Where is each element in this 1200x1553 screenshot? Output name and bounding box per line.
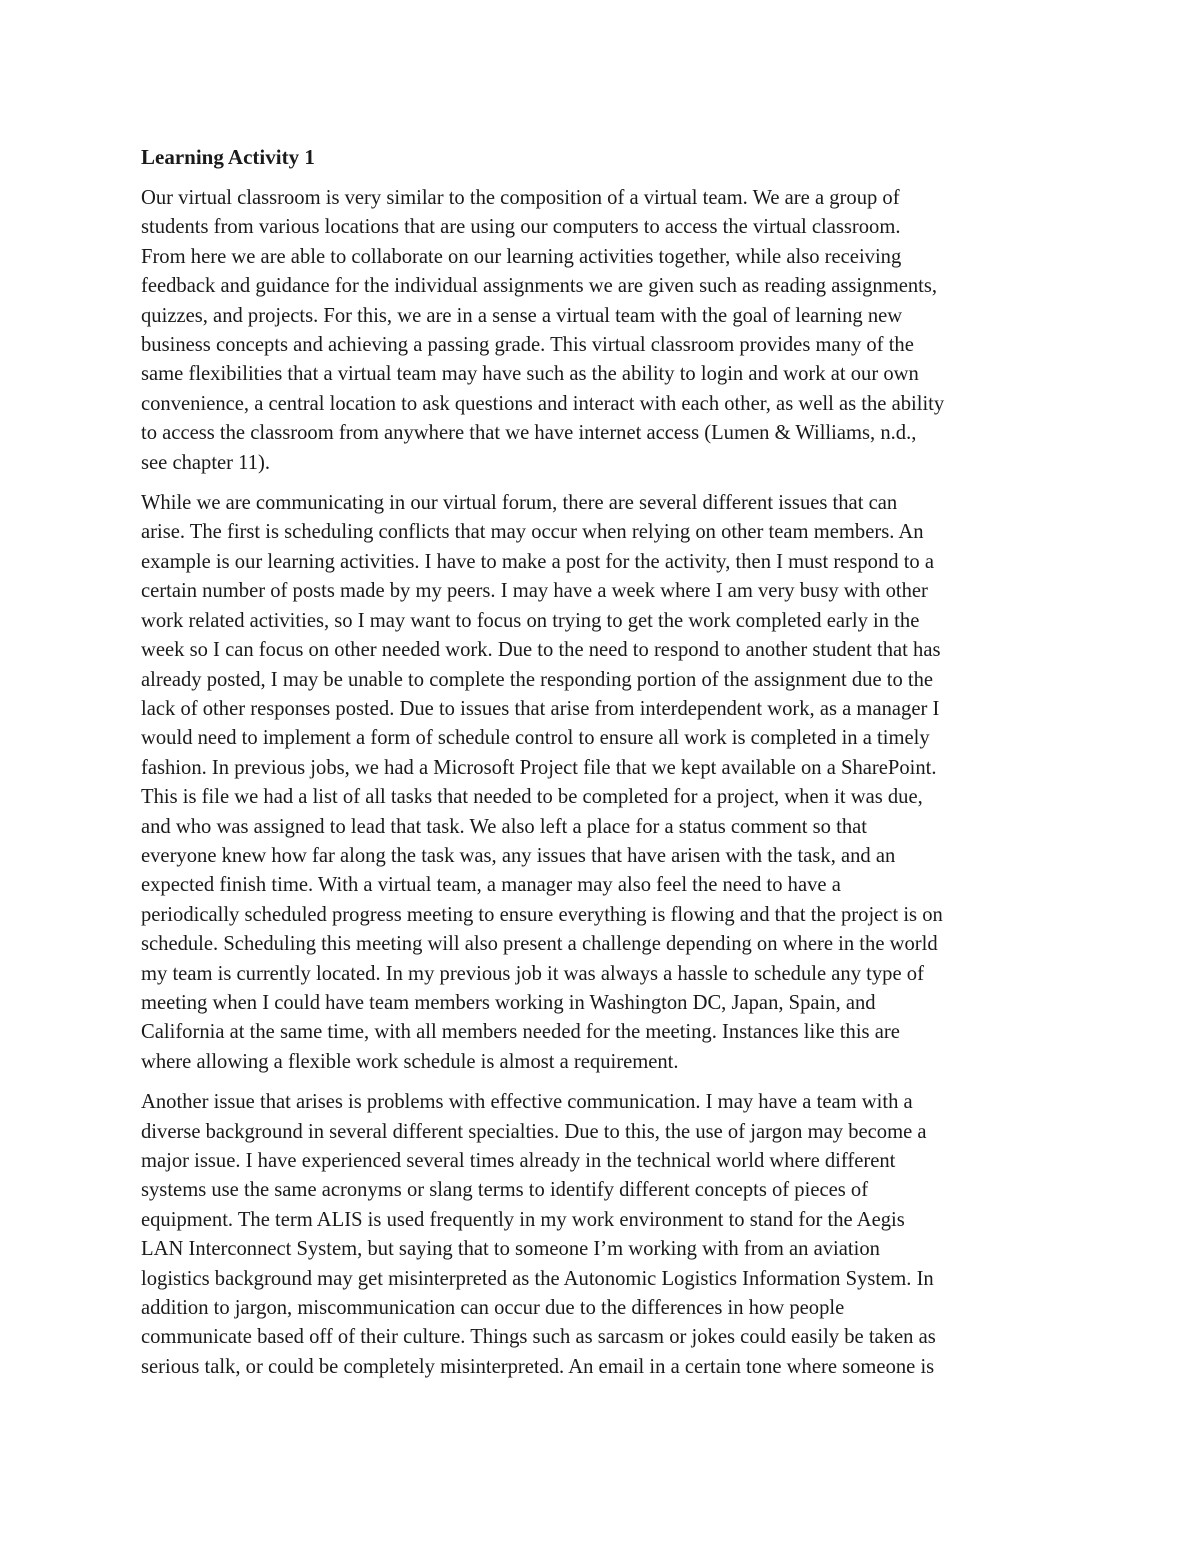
text-line: my team is currently located. In my previous job it was always a hassle to schedule any type of (141, 962, 924, 985)
text-line: quizzes, and projects. For this, we are in a sense a virtual team with the goal of learning new (141, 304, 903, 327)
text-line: week so I can focus on other needed work. Due to the need to respond to another student that has (141, 639, 941, 662)
text-line: diverse background in several different specialties. Due to this, the use of jargon may become a (141, 1120, 927, 1143)
text-line: students from various locations that are using our computers to access the virtual classroom. (141, 216, 901, 239)
text-line: where allowing a flexible work schedule is almost a requirement. (141, 1050, 679, 1073)
text-line: expected finish time. With a virtual team, a manager may also feel the need to have a (141, 874, 841, 897)
text-line: certain number of posts made by my peers. I may have a week where I am very busy with other (141, 580, 928, 603)
text-line: While we are communicating in our virtual forum, there are several different issues that can (141, 492, 898, 515)
text-line: schedule. Scheduling this meeting will also present a challenge depending on where in the world (141, 933, 938, 956)
text-line: logistics background may get misinterpreted as the Autonomic Logistics Information System. In (141, 1267, 934, 1290)
text-line: to access the classroom from anywhere that we have internet access (Lumen & Williams, n.d., (141, 422, 917, 445)
text-line: California at the same time, with all members needed for the meeting. Instances like this are (141, 1021, 900, 1044)
text-line: Our virtual classroom is very similar to the composition of a virtual team. We are a group of (141, 187, 900, 209)
paragraph (141, 184, 1066, 478)
text-line: same flexibilities that a virtual team may have such as the ability to login and work at our own (141, 363, 919, 386)
text-line: see chapter 11). (141, 451, 271, 474)
text-line: From here we are able to collaborate on our learning activities together, while also receiving (141, 245, 902, 268)
text-line: serious talk, or could be completely misinterpreted. An email in a certain tone where someone is (141, 1355, 935, 1378)
paragraph (141, 1088, 1066, 1382)
text-line: example is our learning activities. I have to make a post for the activity, then I must respond to a (141, 550, 935, 573)
text-line: lack of other responses posted. Due to issues that arise from interdependent work, as a manager I (141, 697, 940, 720)
text-line: business concepts and achieving a passing grade. This virtual classroom provides many of the (141, 334, 914, 357)
text-line: fashion. In previous jobs, we had a Microsoft Project file that we kept available on a SharePoint. (141, 756, 937, 779)
text-line: communicate based off of their culture. Things such as sarcasm or jokes could easily be taken as (141, 1326, 936, 1349)
text-line: periodically scheduled progress meeting to ensure everything is flowing and that the project is on (141, 903, 943, 926)
text-line: Another issue that arises is problems with effective communication. I may have a team with a (141, 1091, 913, 1114)
text-line: LAN Interconnect System, but saying that to someone I’m working with from an aviation (141, 1238, 880, 1261)
text-line: work related activities, so I may want to focus on trying to get the work completed early in the (141, 609, 920, 632)
text-line: would need to implement a form of schedule control to ensure all work is completed in a timely (141, 727, 930, 750)
text-line: meeting when I could have team members working in Washington DC, Japan, Spain, and (141, 991, 876, 1014)
text-line: systems use the same acronyms or slang terms to identify different concepts of pieces of (141, 1179, 869, 1202)
text-line: arise. The first is scheduling conflicts that may occur when relying on other team members. An (141, 521, 924, 544)
text-line: convenience, a central location to ask questions and interact with each other, as well as the ability (141, 392, 945, 415)
text-line: equipment. The term ALIS is used frequently in my work environment to stand for the Aegis (141, 1208, 905, 1231)
text-line: feedback and guidance for the individual assignments we are given such as reading assignments, (141, 275, 938, 298)
text-line: already posted, I may be unable to complete the responding portion of the assignment due to the (141, 668, 934, 691)
text-line: major issue. I have experienced several times already in the technical world where different (141, 1150, 896, 1172)
document-title: Learning Activity 1 (141, 145, 315, 169)
text-line: addition to jargon, miscommunication can occur due to the differences in how people (141, 1297, 845, 1320)
document-body (141, 140, 1066, 1393)
text-line: This is file we had a list of all tasks that needed to be completed for a project, when it was due, (141, 786, 923, 809)
text-line: and who was assigned to lead that task. We also left a place for a status comment so that (141, 815, 867, 838)
paragraphs-container (141, 184, 1066, 1382)
paragraph (141, 489, 1066, 1077)
text-line: everyone knew how far along the task was, any issues that have arisen with the task, and an (141, 844, 896, 867)
